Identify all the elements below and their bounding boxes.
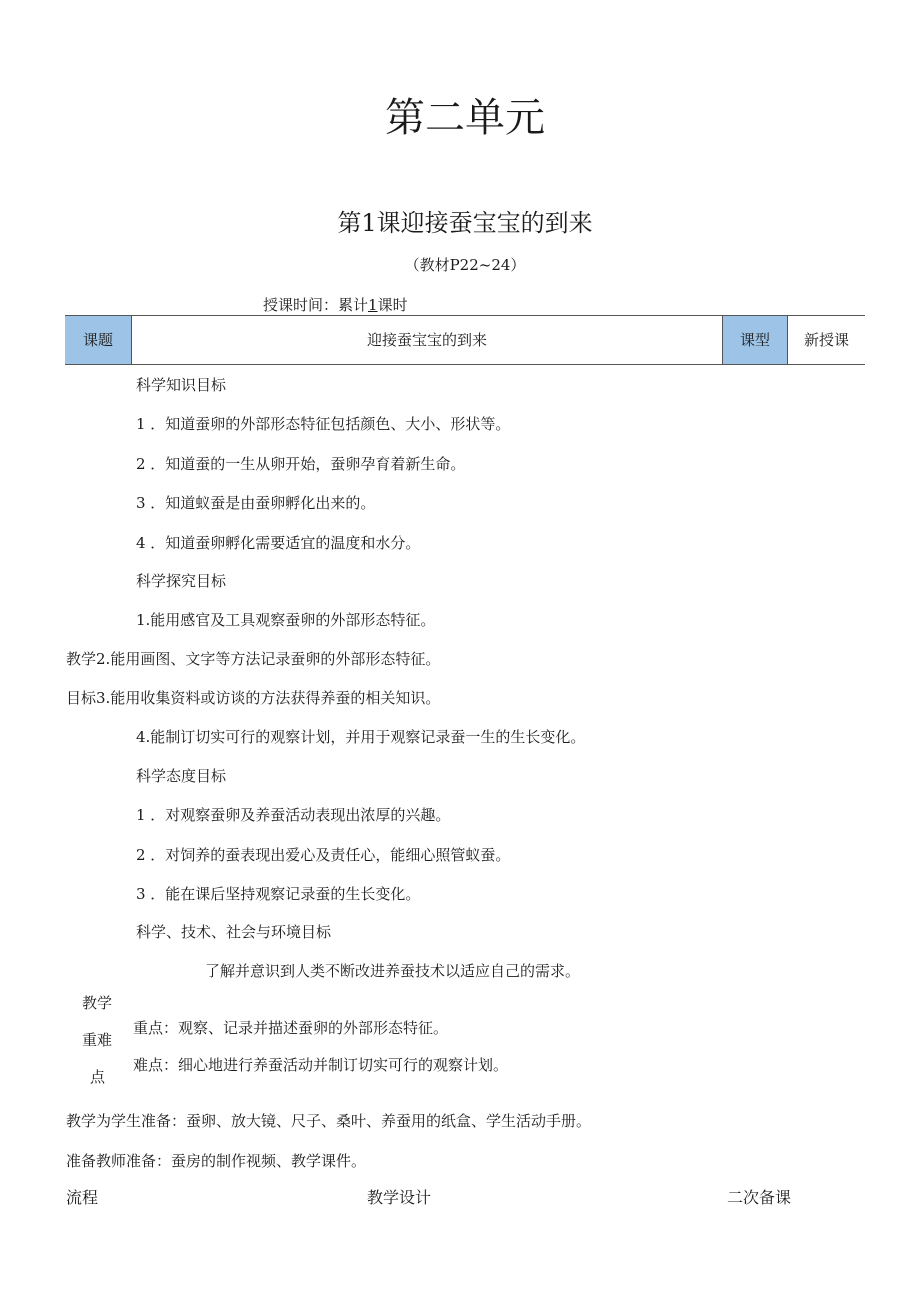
knowledge-goal-item: 4 ．知道蚕卵孵化需要适宜的温度和水分。: [136, 534, 421, 552]
key-points-side-label: 点: [90, 1068, 106, 1086]
stse-goals-heading: 科学、技术、社会与环境目标: [136, 923, 332, 941]
goals-side-label: 目标: [66, 689, 97, 707]
goals-side-label: 教学: [66, 650, 97, 668]
process-header: 流程: [66, 1188, 99, 1207]
inquiry-goal-row: [66, 687, 440, 708]
lesson-title: 第1课迎接蚕宝宝的到来: [337, 209, 593, 237]
knowledge-goal-item: 2 ．知道蚕的一生从卵开始，蚕卵孕育着新生命。: [136, 455, 466, 473]
class-hours-count: 1: [368, 296, 378, 314]
inquiry-goals-heading: 科学探究目标: [136, 572, 227, 590]
attitude-goal-item: 2 ．对饲养的蚕表现出爱心及责任心，能细心照管蚁蚕。: [136, 846, 511, 864]
knowledge-goal-item: 1 ．知道蚕卵的外部形态特征包括颜色、大小、形状等。: [136, 415, 511, 433]
second-prep-header: 二次备课: [727, 1188, 792, 1207]
inquiry-goal-item: 4.能制订切实可行的观察计划，并用于观察记录蚕一生的生长变化。: [136, 728, 586, 746]
class-hours-prefix: 授课时间：累计: [263, 296, 369, 314]
topic-label: 课题: [65, 316, 131, 364]
class-hours: [263, 294, 408, 315]
inquiry-goal-item: 3.能用收集资料或访谈的方法获得养蚕的相关知识。: [96, 689, 441, 707]
knowledge-goals-heading: 科学知识目标: [136, 376, 227, 394]
attitude-goal-item: 3 ．能在课后坚持观察记录蚕的生长变化。: [136, 885, 421, 903]
lesson-info-table: [65, 315, 865, 365]
attitude-goal-item: 1 ．对观察蚕卵及养蚕活动表现出浓厚的兴趣。: [136, 806, 451, 824]
inquiry-goal-row: [66, 648, 440, 669]
class-hours-suffix: 课时: [377, 296, 408, 314]
textbook-reference: （教材P22~24）: [404, 256, 526, 274]
student-preparation: 教学为学生准备：蚕卵、放大镜、尺子、桑叶、养蚕用的纸盒、学生活动手册。: [66, 1112, 592, 1130]
topic-value: 迎接蚕宝宝的到来: [366, 331, 487, 349]
key-points-side-label: 教学: [82, 994, 113, 1012]
unit-title: 第二单元: [385, 95, 545, 141]
key-difficulty: 难点：细心地进行养蚕活动并制订切实可行的观察计划。: [133, 1056, 509, 1074]
type-value: 新授课: [803, 331, 849, 349]
inquiry-goal-item: 1.能用感官及工具观察蚕卵的外部形态特征。: [136, 611, 436, 629]
teacher-preparation: 准备教师准备：蚕房的制作视频、教学课件。: [66, 1152, 367, 1170]
inquiry-goal-item: 2.能用画图、文字等方法记录蚕卵的外部形态特征。: [96, 650, 441, 668]
stse-goal-text: 了解并意识到人类不断改进养蚕技术以适应自己的需求。: [205, 962, 581, 980]
knowledge-goal-item: 3 ．知道蚁蚕是由蚕卵孵化出来的。: [136, 494, 376, 512]
type-label: 课型: [723, 316, 787, 364]
key-points-side-label: 重难: [82, 1031, 113, 1049]
key-focus: 重点：观察、记录并描述蚕卵的外部形态特征。: [133, 1019, 449, 1037]
design-header: 教学设计: [367, 1188, 432, 1207]
attitude-goals-heading: 科学态度目标: [136, 767, 227, 785]
